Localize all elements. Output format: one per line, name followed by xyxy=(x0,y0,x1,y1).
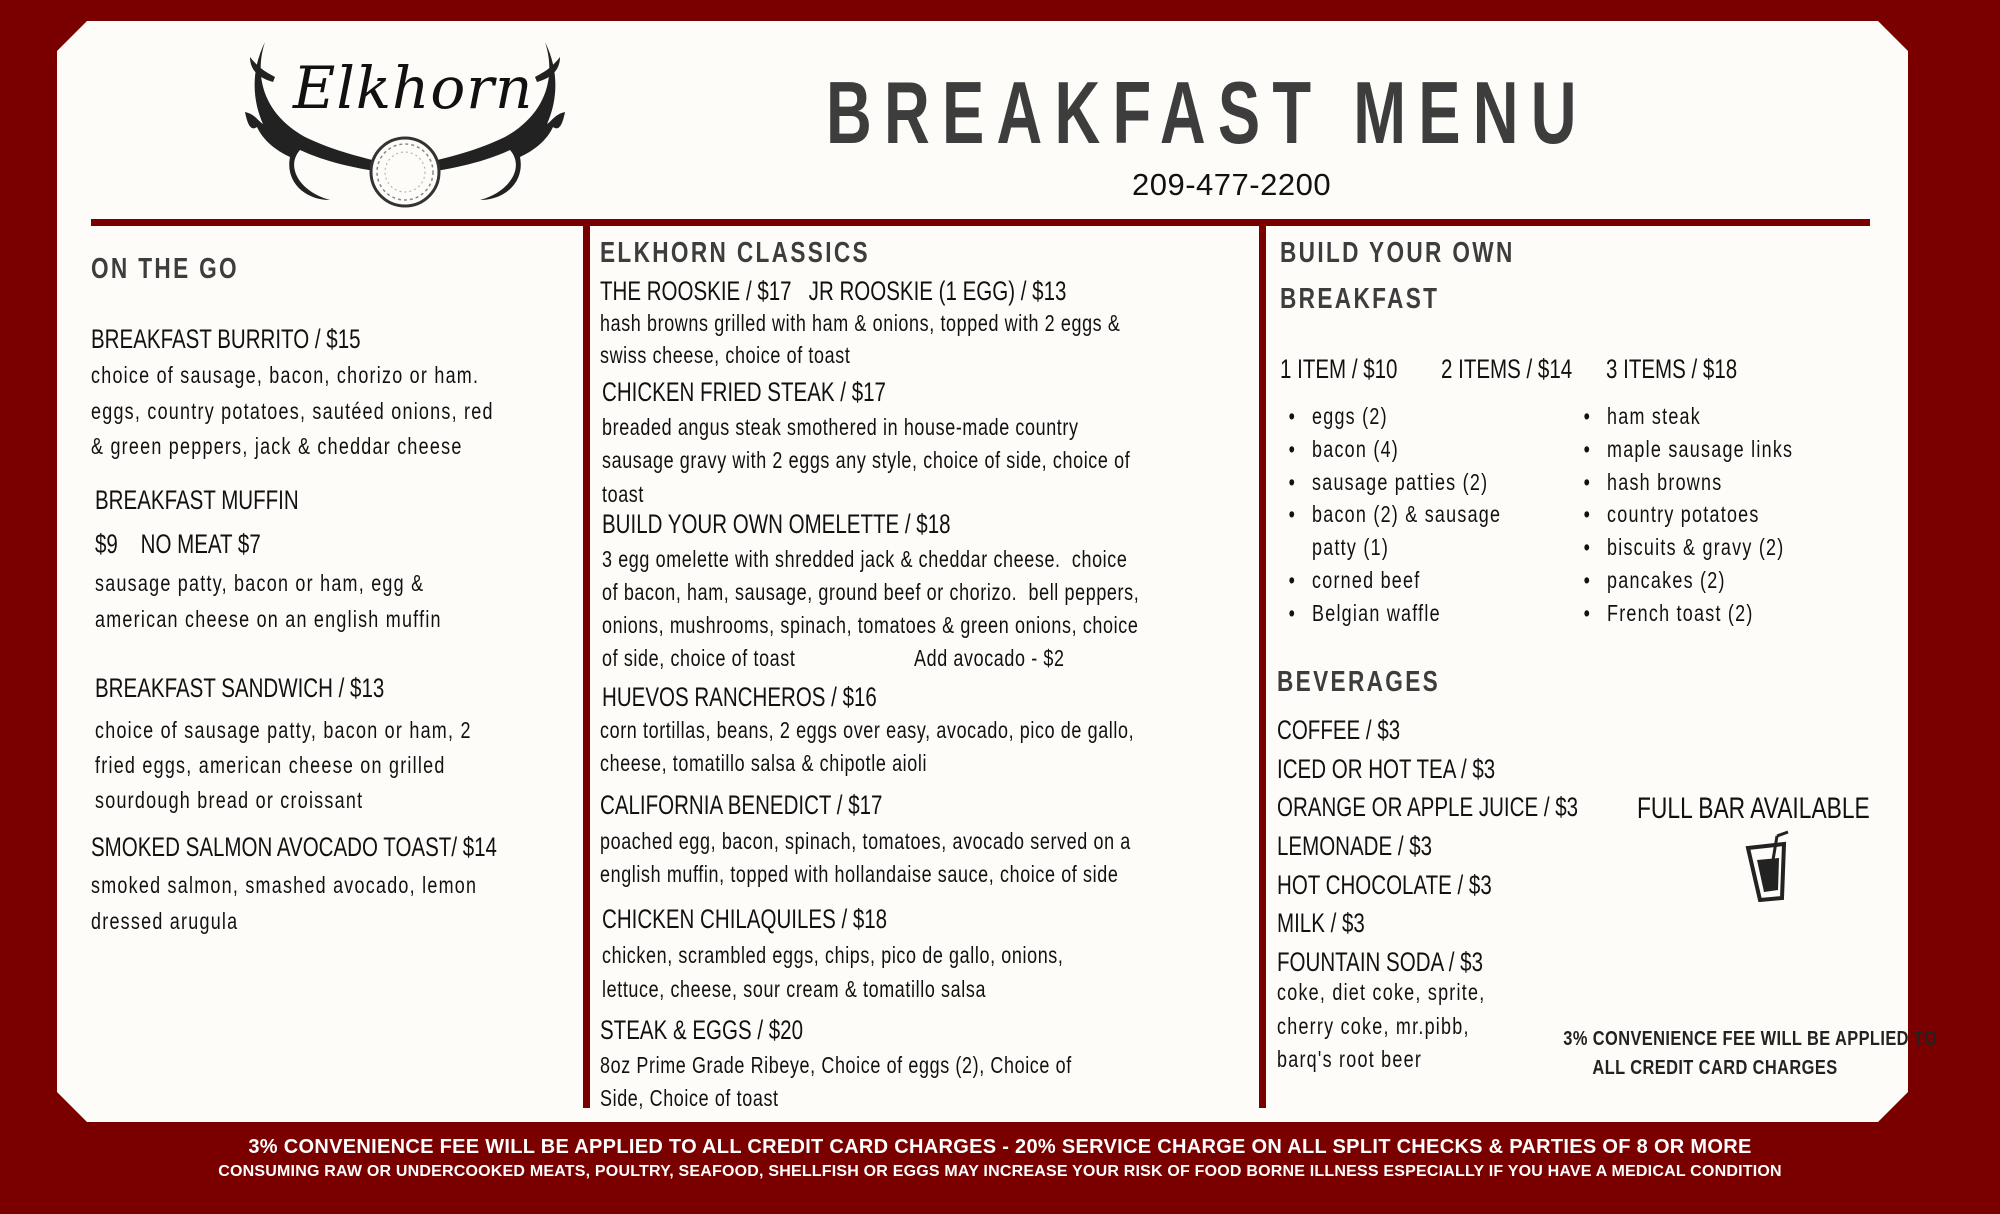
column-divider-left xyxy=(583,226,590,1108)
menu-item-price: $9 NO MEAT $7 xyxy=(95,529,261,559)
menu-item-desc: of side, choice of toast xyxy=(602,645,796,671)
beverage-item: MILK / $3 xyxy=(1277,908,1365,938)
menu-item-title: SMOKED SALMON AVOCADO TOAST/ $14 xyxy=(91,832,497,862)
elkhorn-logo xyxy=(245,32,565,212)
menu-item-desc: choice of sausage, bacon, chorizo or ham. xyxy=(91,362,480,388)
option-list-item: • ham steak xyxy=(1607,403,1701,430)
header-divider xyxy=(91,219,1870,226)
menu-item-desc: choice of sausage patty, bacon or ham, 2 xyxy=(95,717,472,743)
beverage-item: HOT CHOCOLATE / $3 xyxy=(1277,870,1492,900)
menu-item-desc: english muffin, topped with hollandaise sauce, choice of side xyxy=(600,861,1119,887)
menu-item-desc: sourdough bread or croissant xyxy=(95,787,364,813)
phone-number: 209-477-2200 xyxy=(1132,167,1332,202)
column-divider-right xyxy=(1259,226,1266,1108)
menu-item-desc: dressed arugula xyxy=(91,908,239,934)
section-heading: BEVERAGES xyxy=(1277,666,1441,698)
option-list-item: • corned beef xyxy=(1312,567,1420,594)
section-heading: BUILD YOUR OWN xyxy=(1280,237,1515,269)
fee-note-line: 3% CONVENIENCE FEE WILL BE APPLIED TO xyxy=(1563,1028,1938,1050)
section-heading: ON THE GO xyxy=(91,253,239,285)
menu-item-desc: american cheese on an english muffin xyxy=(95,606,442,632)
menu-item-title: BREAKFAST MUFFIN xyxy=(95,485,299,515)
menu-item-desc: eggs, country potatoes, sautéed onions, red xyxy=(91,398,494,424)
menu-item-title: BREAKFAST SANDWICH / $13 xyxy=(95,673,385,703)
option-list-item: • bacon (2) & sausage xyxy=(1312,501,1501,528)
menu-item-title: THE ROOSKIE / $17 JR ROOSKIE (1 EGG) / $13 xyxy=(600,276,1067,306)
option-list-item: • Belgian waffle xyxy=(1312,600,1441,627)
menu-item-desc: chicken, scrambled eggs, chips, pico de gallo, onions, xyxy=(602,942,1064,968)
menu-item-desc: smoked salmon, smashed avocado, lemon xyxy=(91,872,478,898)
menu-item-desc: sausage gravy with 2 eggs any style, choice of side, choice of xyxy=(602,447,1131,473)
menu-item-desc: fried eggs, american cheese on grilled xyxy=(95,752,446,778)
menu-item-desc: 8oz Prime Grade Ribeye, Choice of eggs (2), Choice of xyxy=(600,1052,1072,1078)
soda-desc: coke, diet coke, sprite, xyxy=(1277,979,1486,1005)
menu-item-title: CHICKEN FRIED STEAK / $17 xyxy=(602,377,886,407)
menu-item-title: BUILD YOUR OWN OMELETTE / $18 xyxy=(602,509,951,539)
footer-health-warning: CONSUMING RAW OR UNDERCOOKED MEATS, POULTRY, SEAFOOD, SHELLFISH OR EGGS MAY INCREASE YOUR RISK OF FOOD BORNE ILLNESS ESPECIALLY IF YOU HAVE A MEDICAL CONDITION xyxy=(218,1163,1782,1180)
price-tier: 2 ITEMS / $14 xyxy=(1441,354,1573,384)
menu-item-desc: onions, mushrooms, spinach, tomatoes & green onions, choice xyxy=(602,612,1139,638)
menu-item-desc: sausage patty, bacon or ham, egg & xyxy=(95,570,425,596)
soda-desc: barq's root beer xyxy=(1277,1046,1423,1072)
addon-price: Add avocado - $2 xyxy=(914,645,1065,671)
beverage-item: LEMONADE / $3 xyxy=(1277,831,1433,861)
menu-item-desc: swiss cheese, choice of toast xyxy=(600,342,851,368)
option-list-item: • pancakes (2) xyxy=(1607,567,1726,594)
option-list-item: • maple sausage links xyxy=(1607,436,1793,463)
beverage-item: COFFEE / $3 xyxy=(1277,715,1401,745)
drink-cup-icon xyxy=(1742,830,1790,902)
option-list-item: • bacon (4) xyxy=(1312,436,1399,463)
section-heading: ELKHORN CLASSICS xyxy=(600,237,870,269)
beverage-item: FOUNTAIN SODA / $3 xyxy=(1277,947,1484,977)
menu-item-title: STEAK & EGGS / $20 xyxy=(600,1015,804,1045)
price-tier: 1 ITEM / $10 xyxy=(1280,354,1398,384)
option-list-item-continuation: patty (1) xyxy=(1312,534,1390,560)
menu-item-desc: breaded angus steak smothered in house-made country xyxy=(602,414,1079,440)
price-tier: 3 ITEMS / $18 xyxy=(1606,354,1738,384)
menu-item-desc: poached egg, bacon, spinach, tomatoes, avocado served on a xyxy=(600,828,1131,854)
option-list-item: • French toast (2) xyxy=(1607,600,1754,627)
menu-item-title: CALIFORNIA BENEDICT / $17 xyxy=(600,790,883,820)
fee-note-line: ALL CREDIT CARD CHARGES xyxy=(1592,1057,1838,1079)
beverage-item: ICED OR HOT TEA / $3 xyxy=(1277,754,1496,784)
menu-item-desc: & green peppers, jack & cheddar cheese xyxy=(91,433,463,459)
menu-item-desc: toast xyxy=(602,481,645,507)
menu-item-desc: lettuce, cheese, sour cream & tomatillo salsa xyxy=(602,976,987,1002)
option-list-item: • country potatoes xyxy=(1607,501,1760,528)
section-heading: BREAKFAST xyxy=(1280,283,1440,315)
menu-item-desc: Side, Choice of toast xyxy=(600,1085,779,1111)
menu-item-title: HUEVOS RANCHEROS / $16 xyxy=(602,682,877,712)
full-bar-label: FULL BAR AVAILABLE xyxy=(1637,792,1870,825)
beverage-item: ORANGE OR APPLE JUICE / $3 xyxy=(1277,792,1579,822)
soda-desc: cherry coke, mr.pibb, xyxy=(1277,1013,1470,1039)
option-list-item: • hash browns xyxy=(1607,469,1722,496)
menu-item-title: BREAKFAST BURRITO / $15 xyxy=(91,324,361,354)
footer-fee-notice: 3% CONVENIENCE FEE WILL BE APPLIED TO ALL CREDIT CARD CHARGES - 20% SERVICE CHARGE ON ALL SPLIT CHECKS & PARTIES OF 8 OR MORE xyxy=(248,1136,1752,1158)
page-title: BREAKFAST MENU xyxy=(826,63,1589,162)
option-list-item: • biscuits & gravy (2) xyxy=(1607,534,1784,561)
menu-item-desc: hash browns grilled with ham & onions, topped with 2 eggs & xyxy=(600,310,1121,336)
menu-item-desc: cheese, tomatillo salsa & chipotle aioli xyxy=(600,750,928,776)
menu-item-desc: of bacon, ham, sausage, ground beef or chorizo. bell peppers, xyxy=(602,579,1140,605)
menu-item-title: CHICKEN CHILAQUILES / $18 xyxy=(602,904,888,934)
menu-item-desc: corn tortillas, beans, 2 eggs over easy, avocado, pico de gallo, xyxy=(600,717,1135,743)
menu-item-desc: 3 egg omelette with shredded jack & cheddar cheese. choice xyxy=(602,546,1128,572)
option-list-item: • eggs (2) xyxy=(1312,403,1388,430)
logo-text: Elkhorn xyxy=(293,54,534,122)
option-list-item: • sausage patties (2) xyxy=(1312,469,1488,496)
